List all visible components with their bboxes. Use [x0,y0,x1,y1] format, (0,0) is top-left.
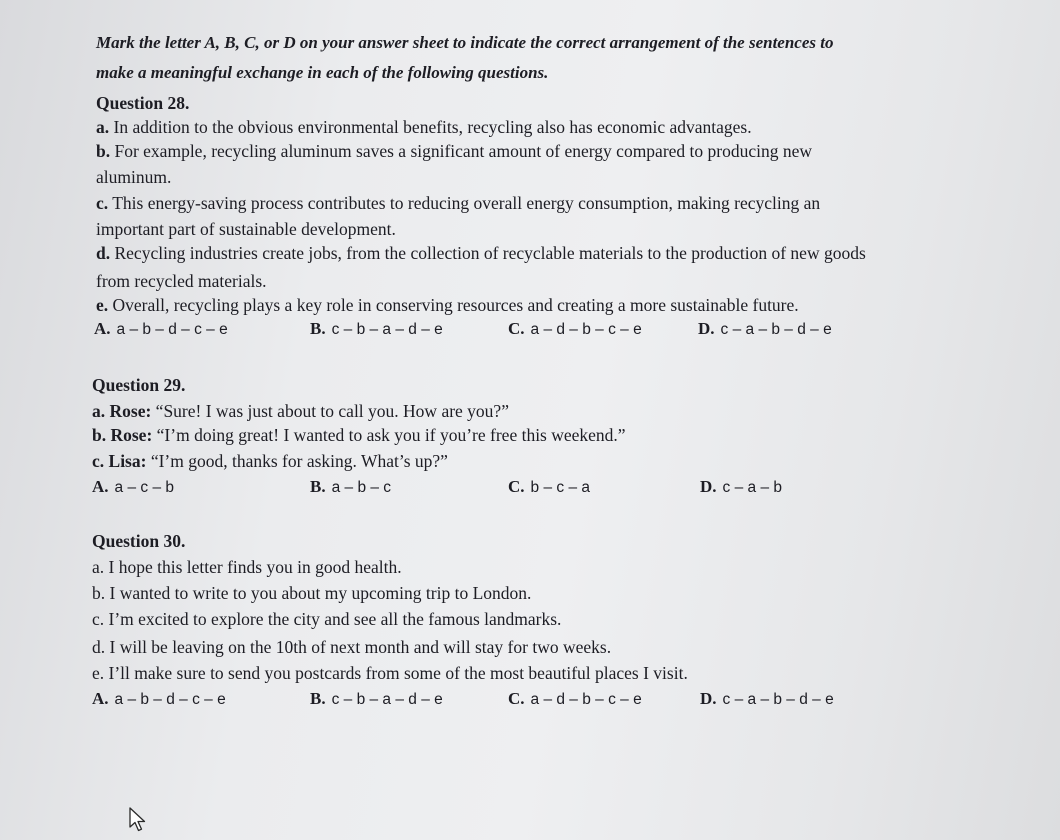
q28-option-c-letter: C. [508,319,525,338]
mouse-pointer-icon [128,807,148,833]
q28-option-b-sequence: c – b – a – d – e [331,321,443,338]
q30-option-d-letter: D. [700,689,717,708]
q28-option-d[interactable] [698,318,832,341]
q28-a-text: In addition to the obvious environmental benefits, recycling also has economic advantages. [109,117,752,137]
q30-option-c[interactable] [508,688,642,711]
q30-option-d[interactable] [700,688,834,711]
q29-option-b-letter: B. [310,477,326,496]
q29-option-a-letter: A. [92,477,109,496]
q30-sentence-a: a. I hope this letter finds you in good health. [92,557,402,577]
q28-c-prefix: c. [96,193,109,213]
q29-b-speaker: b. Rose: [92,425,153,445]
q28-sentence-b [96,140,812,162]
q28-option-d-sequence: c – a – b – d – e [720,321,832,338]
q28-d-text-2: from recycled materials. [96,271,267,291]
q28-e-prefix: e. [96,295,109,315]
q30-option-a-sequence: a – b – d – c – e [114,691,226,708]
q30-option-c-letter: C. [508,689,525,708]
q30-sentence-b: b. I wanted to write to you about my upcoming trip to London. [92,583,532,603]
q29-option-c[interactable] [508,476,590,499]
q28-b-text-2: aluminum. [96,167,172,187]
question-30-title: Question 30. [92,531,186,551]
q30-options [0,688,1060,712]
q28-b-prefix: b. [96,141,111,161]
q28-a-prefix: a. [96,117,110,137]
q30-sentence-c: c. I’m excited to explore the city and see all the famous landmarks. [92,609,562,629]
q29-option-c-letter: C. [508,477,525,496]
q29-line-c [92,450,448,472]
q30-option-d-sequence: c – a – b – d – e [722,691,834,708]
q29-c-speaker: c. Lisa: [92,451,147,471]
q28-d-text-1: Recycling industries create jobs, from the collection of recyclable materials to the production of new goods [110,243,866,263]
q28-option-c-sequence: a – d – b – c – e [530,321,642,338]
q29-a-text: “Sure! I was just about to call you. How are you?” [151,401,509,421]
q30-sentence-e: e. I’ll make sure to send you postcards from some of the most beautiful places I visit. [92,663,688,683]
q29-option-c-sequence: b – c – a [530,479,590,496]
q28-options [0,318,1060,342]
q28-option-a-letter: A. [94,319,111,338]
q28-e-text: Overall, recycling plays a key role in conserving resources and creating a more sustainable future. [108,295,799,315]
q30-option-b-sequence: c – b – a – d – e [331,691,443,708]
q28-option-b[interactable] [310,318,443,341]
q30-sentence-d: d. I will be leaving on the 10th of next month and will stay for two weeks. [92,637,612,657]
q28-c-text-1: This energy-saving process contributes to reducing overall energy consumption, making recycling an [108,193,821,213]
q29-options [0,476,1060,500]
q29-option-d-sequence: c – a – b [722,479,782,496]
q30-option-c-sequence: a – d – b – c – e [530,691,642,708]
q29-option-b[interactable] [310,476,391,499]
q29-c-text: “I’m good, thanks for asking. What’s up?” [146,451,448,471]
q29-option-d[interactable] [700,476,782,499]
q28-c-text-2: important part of sustainable development. [96,219,396,239]
q29-option-d-letter: D. [700,477,717,496]
q28-sentence-d [96,242,866,264]
instruction-line-2: make a meaningful exchange in each of the following questions. [96,63,549,82]
q29-option-a-sequence: a – c – b [114,479,174,496]
q29-line-a [92,400,509,422]
q28-option-b-letter: B. [310,319,326,338]
q28-sentence-c [96,192,820,214]
q29-a-speaker: a. Rose: [92,401,152,421]
q28-b-text-1: For example, recycling aluminum saves a significant amount of energy compared to producing new [110,141,813,161]
q28-sentence-e [96,294,799,316]
q28-option-a-sequence: a – b – d – c – e [116,321,228,338]
q29-b-text: “I’m doing great! I wanted to ask you if you’re free this weekend.” [152,425,626,445]
instruction-line-1: Mark the letter A, B, C, or D on your answer sheet to indicate the correct arrangement of the sentences to [96,33,834,52]
q28-sentence-a [96,116,752,138]
question-29-title: Question 29. [92,375,186,395]
question-28-title: Question 28. [96,93,190,113]
q30-option-b[interactable] [310,688,443,711]
q29-option-b-sequence: a – b – c [331,479,392,496]
q30-option-b-letter: B. [310,689,326,708]
q28-option-c[interactable] [508,318,642,341]
q28-option-d-letter: D. [698,319,715,338]
q29-line-b [92,424,626,446]
q28-d-prefix: d. [96,243,111,263]
q30-option-a-letter: A. [92,689,109,708]
q28-option-a[interactable] [94,318,228,341]
q29-option-a[interactable] [92,476,174,499]
q30-option-a[interactable] [92,688,226,711]
